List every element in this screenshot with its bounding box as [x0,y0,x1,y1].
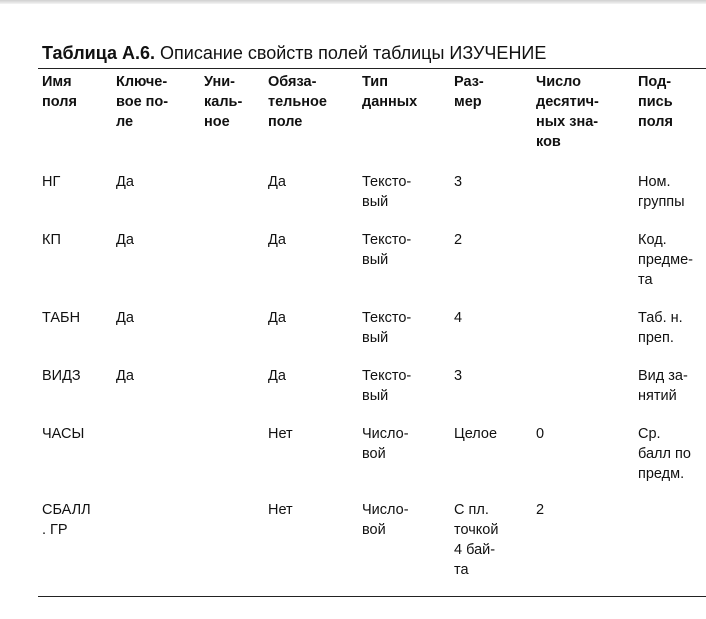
table-caption [42,43,546,63]
cell-data-type: Тексто- вый [362,310,412,346]
cell-size: 4 [454,310,463,326]
cell-field-name: КП [42,232,61,248]
cell-data-type: Число- вой [362,502,409,538]
cell-key-field: Да [116,174,134,190]
table-bottom-rule [38,596,706,597]
cell-field-name: СБАЛЛ . ГР [42,502,91,538]
cell-caption: Вид за- нятий [638,368,688,404]
header-size: Раз- мер [454,74,484,110]
cell-data-type: Число- вой [362,426,409,462]
cell-caption: Ном. группы [638,174,685,210]
cell-caption: Код. предме- та [638,232,693,288]
header-key-field: Ключе- вое по- ле [116,74,169,130]
cell-size: С пл. точкой 4 бай- та [454,502,499,578]
cell-required: Да [268,232,286,248]
cell-data-type: Тексто- вый [362,368,412,404]
cell-decimal-places: 2 [536,502,545,518]
cell-required: Да [268,310,286,326]
cell-field-name: НГ [42,174,61,190]
header-unique: Уни- каль- ное [204,74,243,130]
cell-size: Целое [454,426,498,442]
cell-size: 3 [454,174,463,190]
cell-caption: Таб. н. преп. [638,310,683,346]
cell-size: 2 [454,232,463,248]
table-header-row [42,72,704,152]
cell-key-field: Да [116,232,134,248]
caption-label: Таблица А.6. [42,43,156,63]
cell-required: Да [268,174,286,190]
cell-required: Да [268,368,286,384]
header-field-name: Имя поля [42,74,77,110]
header-decimal-places: Число десятич- ных зна- ков [536,74,599,150]
cell-required: Нет [268,426,293,442]
table-top-rule [38,68,706,69]
cell-decimal-places: 0 [536,426,545,442]
cell-size: 3 [454,368,463,384]
header-data-type: Тип данных [362,74,418,110]
caption-title: Описание свойств полей таблицы ИЗУЧЕНИЕ [155,43,547,63]
cell-key-field: Да [116,310,134,326]
header-required: Обяза- тельное поле [268,74,327,130]
cell-key-field: Да [116,368,134,384]
cell-field-name: ВИДЗ [42,368,81,384]
cell-data-type: Тексто- вый [362,232,412,268]
cell-field-name: ТАБН [42,310,81,326]
header-caption: Под- пись поля [638,74,673,130]
cell-required: Нет [268,502,293,518]
top-edge-shadow [0,0,706,4]
cell-field-name: ЧАСЫ [42,426,85,442]
cell-caption: Ср. балл по предм. [638,426,691,482]
cell-data-type: Тексто- вый [362,174,412,210]
